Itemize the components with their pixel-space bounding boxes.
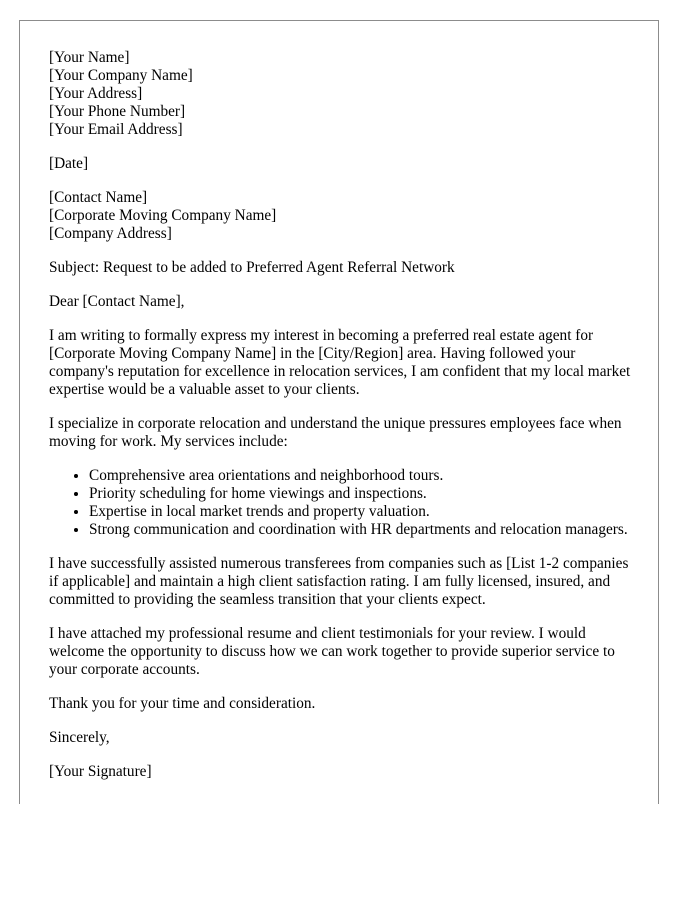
letter-content: [49, 49, 639, 797]
services-list: [49, 467, 639, 539]
recipient-company: [Corporate Moving Company Name]: [49, 207, 277, 224]
list-item: • Priority scheduling for home viewings and inspections.: [89, 485, 639, 503]
recipient-address: [Company Address]: [49, 225, 172, 242]
sender-name: [Your Name]: [49, 49, 130, 66]
body-paragraph-thanks: Thank you for your time and consideration.: [49, 695, 316, 712]
body-paragraph-services: I specialize in corporate relocation and understand the unique pressures employees face when moving for work. My services include:: [49, 415, 622, 450]
sender-phone: [Your Phone Number]: [49, 103, 186, 120]
list-item: • Comprehensive area orientations and neighborhood tours.: [89, 467, 639, 485]
sender-email: [Your Email Address]: [49, 121, 183, 138]
sender-address: [Your Address]: [49, 85, 143, 102]
sender-company: [Your Company Name]: [49, 67, 193, 84]
subject-line: Subject: Request to be added to Preferred Agent Referral Network: [49, 259, 455, 276]
recipient-contact: [Contact Name]: [49, 189, 148, 206]
letter-date: [Date]: [49, 155, 89, 172]
closing: Sincerely,: [49, 729, 110, 746]
sender-block: [49, 49, 639, 139]
body-paragraph-experience: I have successfully assisted numerous transferees from companies such as [List 1-2 companies if applicable] and maintain a high client satisfaction rating. I am fully licensed, insured, and committed to providing the seamless transition that your clients expect.: [49, 555, 629, 608]
date-block: [49, 155, 639, 173]
list-item: • Strong communication and coordination with HR departments and relocation managers.: [89, 521, 639, 539]
salutation: Dear [Contact Name],: [49, 293, 185, 310]
signature: [Your Signature]: [49, 763, 152, 780]
recipient-block: [49, 189, 639, 243]
list-item: • Expertise in local market trends and property valuation.: [89, 503, 639, 521]
letter-page: [19, 20, 659, 804]
body-paragraph-attachments: I have attached my professional resume and client testimonials for your review. I would welcome the opportunity to discuss how we can work together to provide superior service to your corporate accounts.: [49, 625, 615, 678]
body-paragraph-intro: I am writing to formally express my interest in becoming a preferred real estate agent for [Corporate Moving Company Name] in the [City/Region] area. Having followed your company's reputation for excellence in relocation services, I am confident that my local market expertise would be a valuable asset to your clients.: [49, 327, 631, 398]
